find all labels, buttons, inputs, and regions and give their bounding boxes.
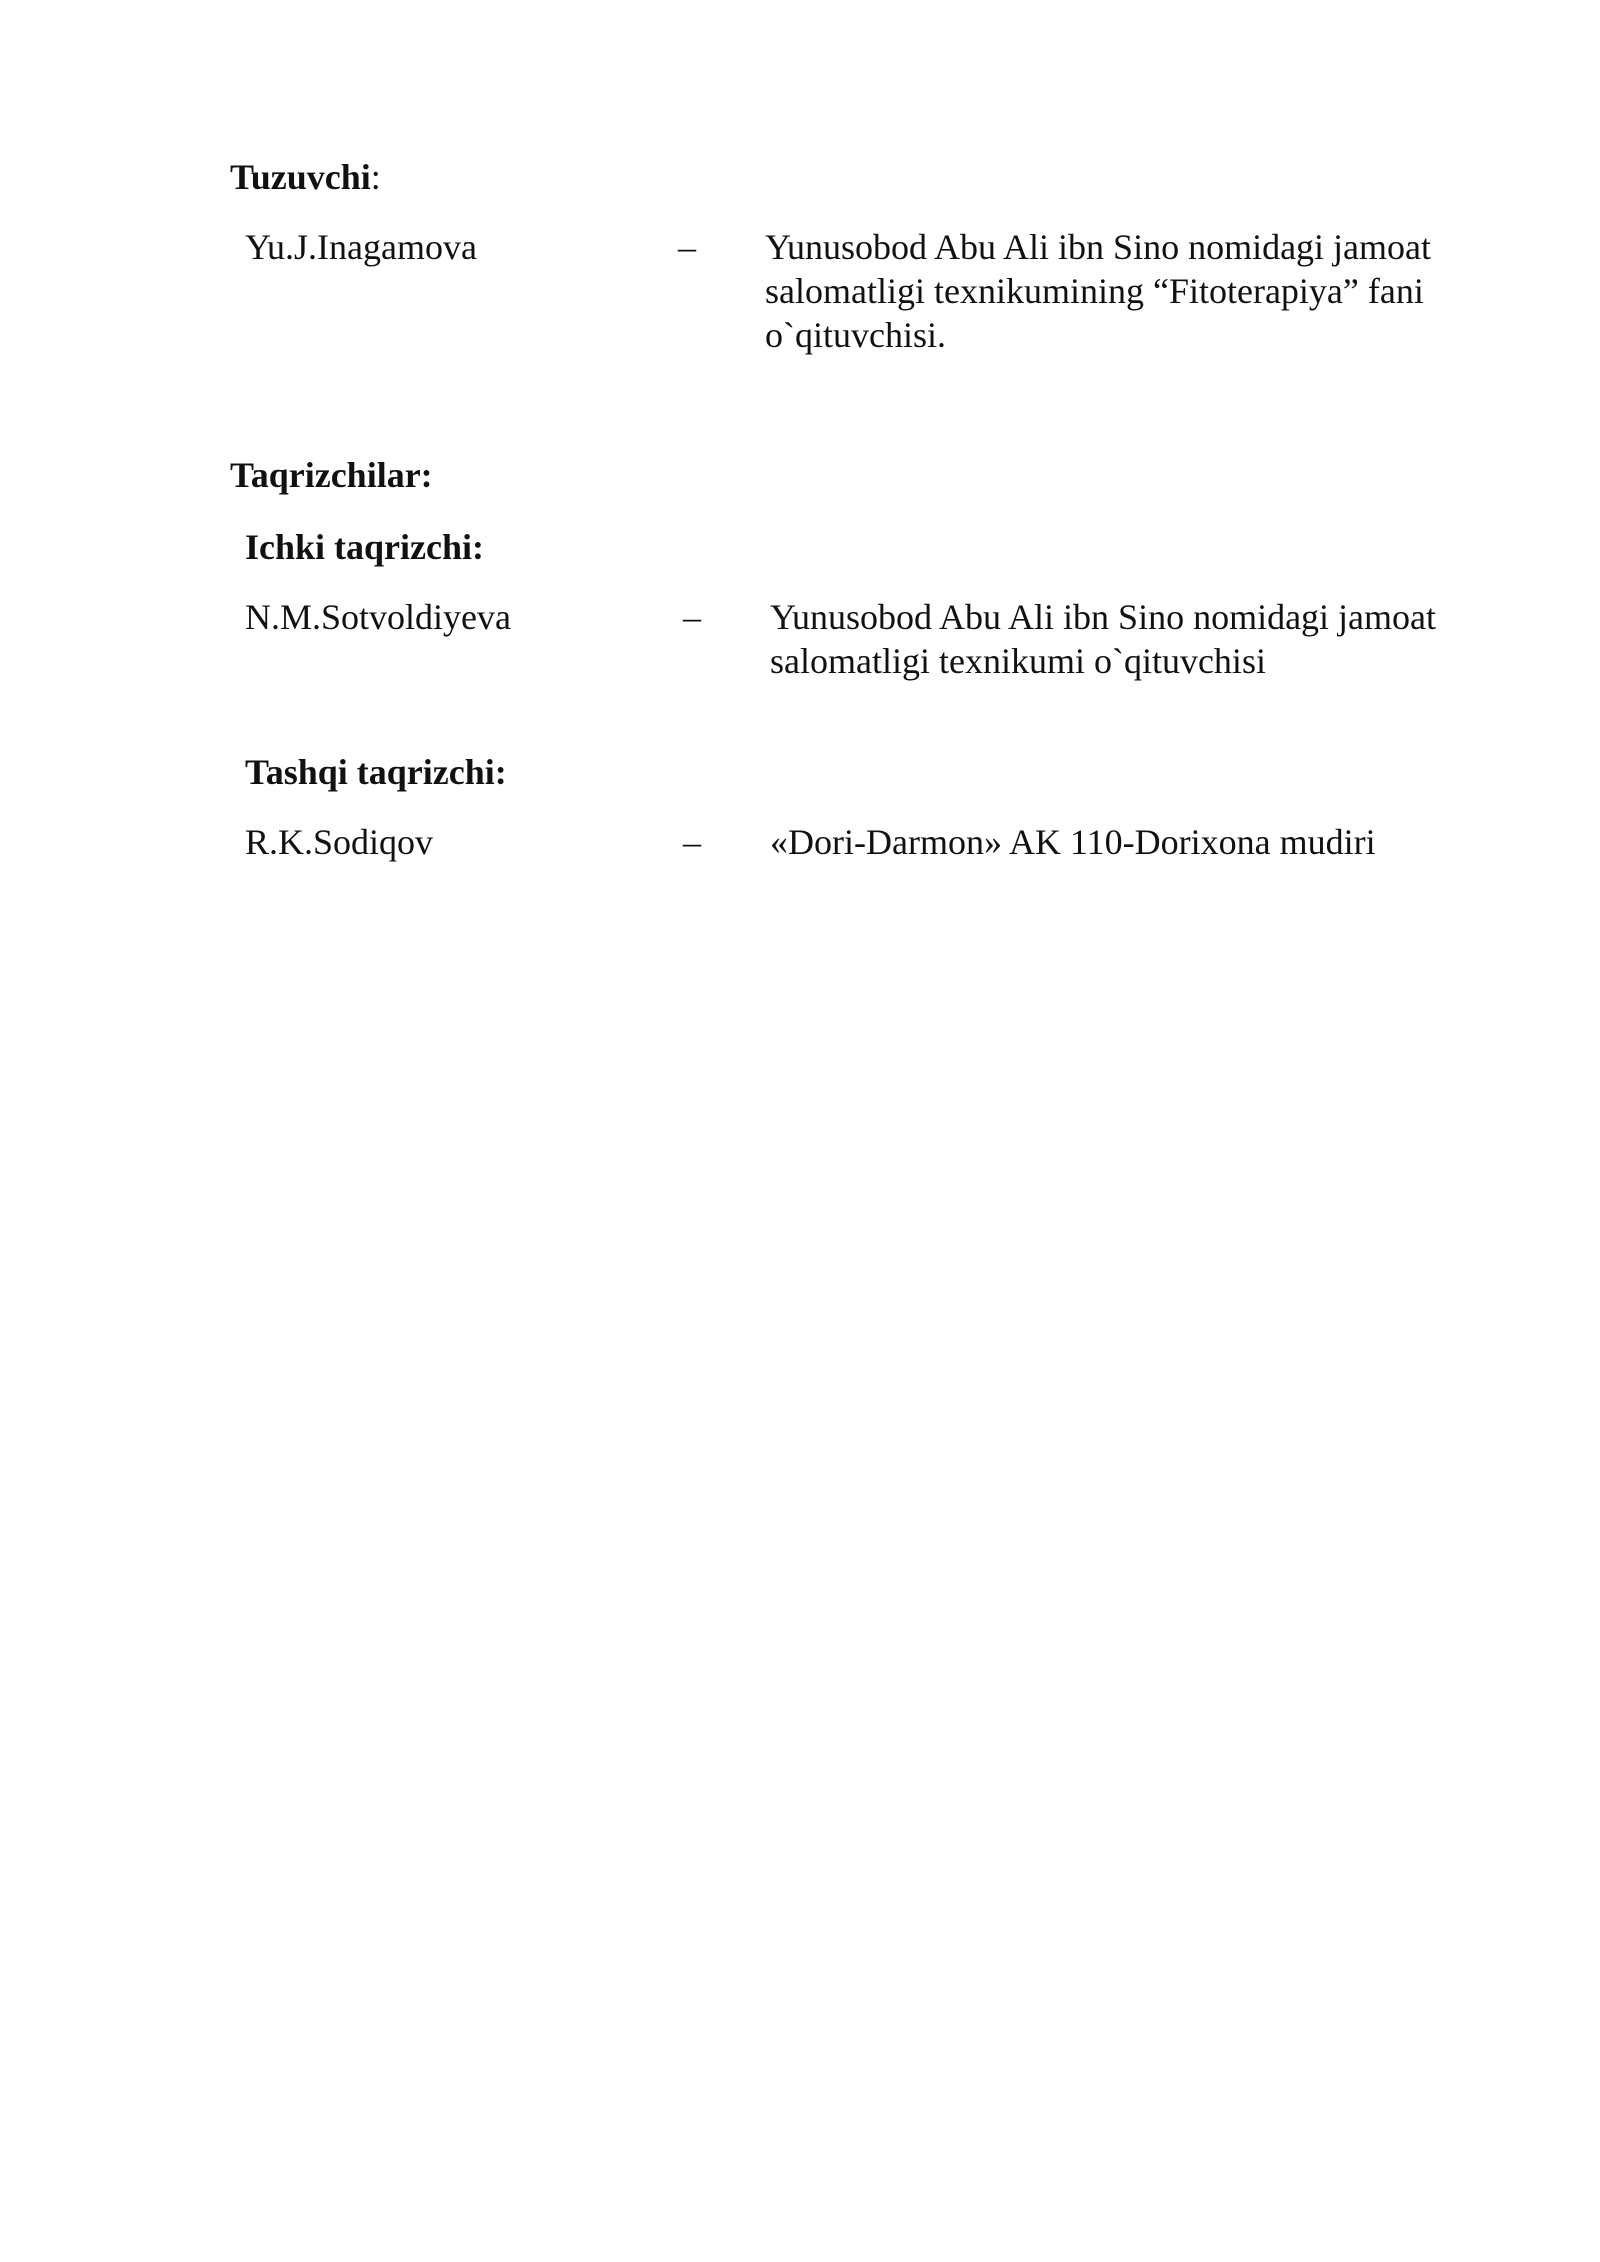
compiler-dash: –	[678, 227, 696, 267]
compiler-name: Yu.J.Inagamova	[245, 227, 477, 267]
internal-reviewer-description-line: Yunusobod Abu Ali ibn Sino nomidagi jamoat	[770, 597, 1437, 637]
internal-reviewer-dash: –	[683, 597, 701, 637]
compiler-description	[765, 225, 1495, 357]
external-reviewer-dash: –	[683, 822, 701, 862]
internal-reviewer-name: N.M.Sotvoldiyeva	[245, 597, 511, 637]
compiler-description-line: salomatligi texnikumining “Fitoterapiya” fani	[765, 271, 1424, 311]
reviewers-heading: Taqrizchilar:	[230, 455, 433, 495]
compiler-heading-text: Tuzuvchi	[230, 157, 371, 197]
compiler-description-line: Yunusobod Abu Ali ibn Sino nomidagi jamoat	[765, 227, 1432, 267]
internal-reviewer-description	[770, 595, 1500, 683]
external-reviewer-description-line: «Dori-Darmon» AK 110-Dorixona mudiri	[770, 822, 1376, 862]
internal-reviewer-heading: Ichki taqrizchi:	[245, 527, 484, 567]
compiler-heading	[230, 155, 381, 199]
internal-reviewer-description-line: salomatligi texnikumi o`qituvchisi	[770, 641, 1266, 681]
compiler-heading-colon: :	[370, 157, 381, 197]
compiler-description-line: o`qituvchisi.	[765, 315, 946, 355]
external-reviewer-heading: Tashqi taqrizchi:	[245, 752, 507, 792]
external-reviewer-name: R.K.Sodiqov	[245, 822, 434, 862]
external-reviewer-description	[770, 820, 1500, 864]
